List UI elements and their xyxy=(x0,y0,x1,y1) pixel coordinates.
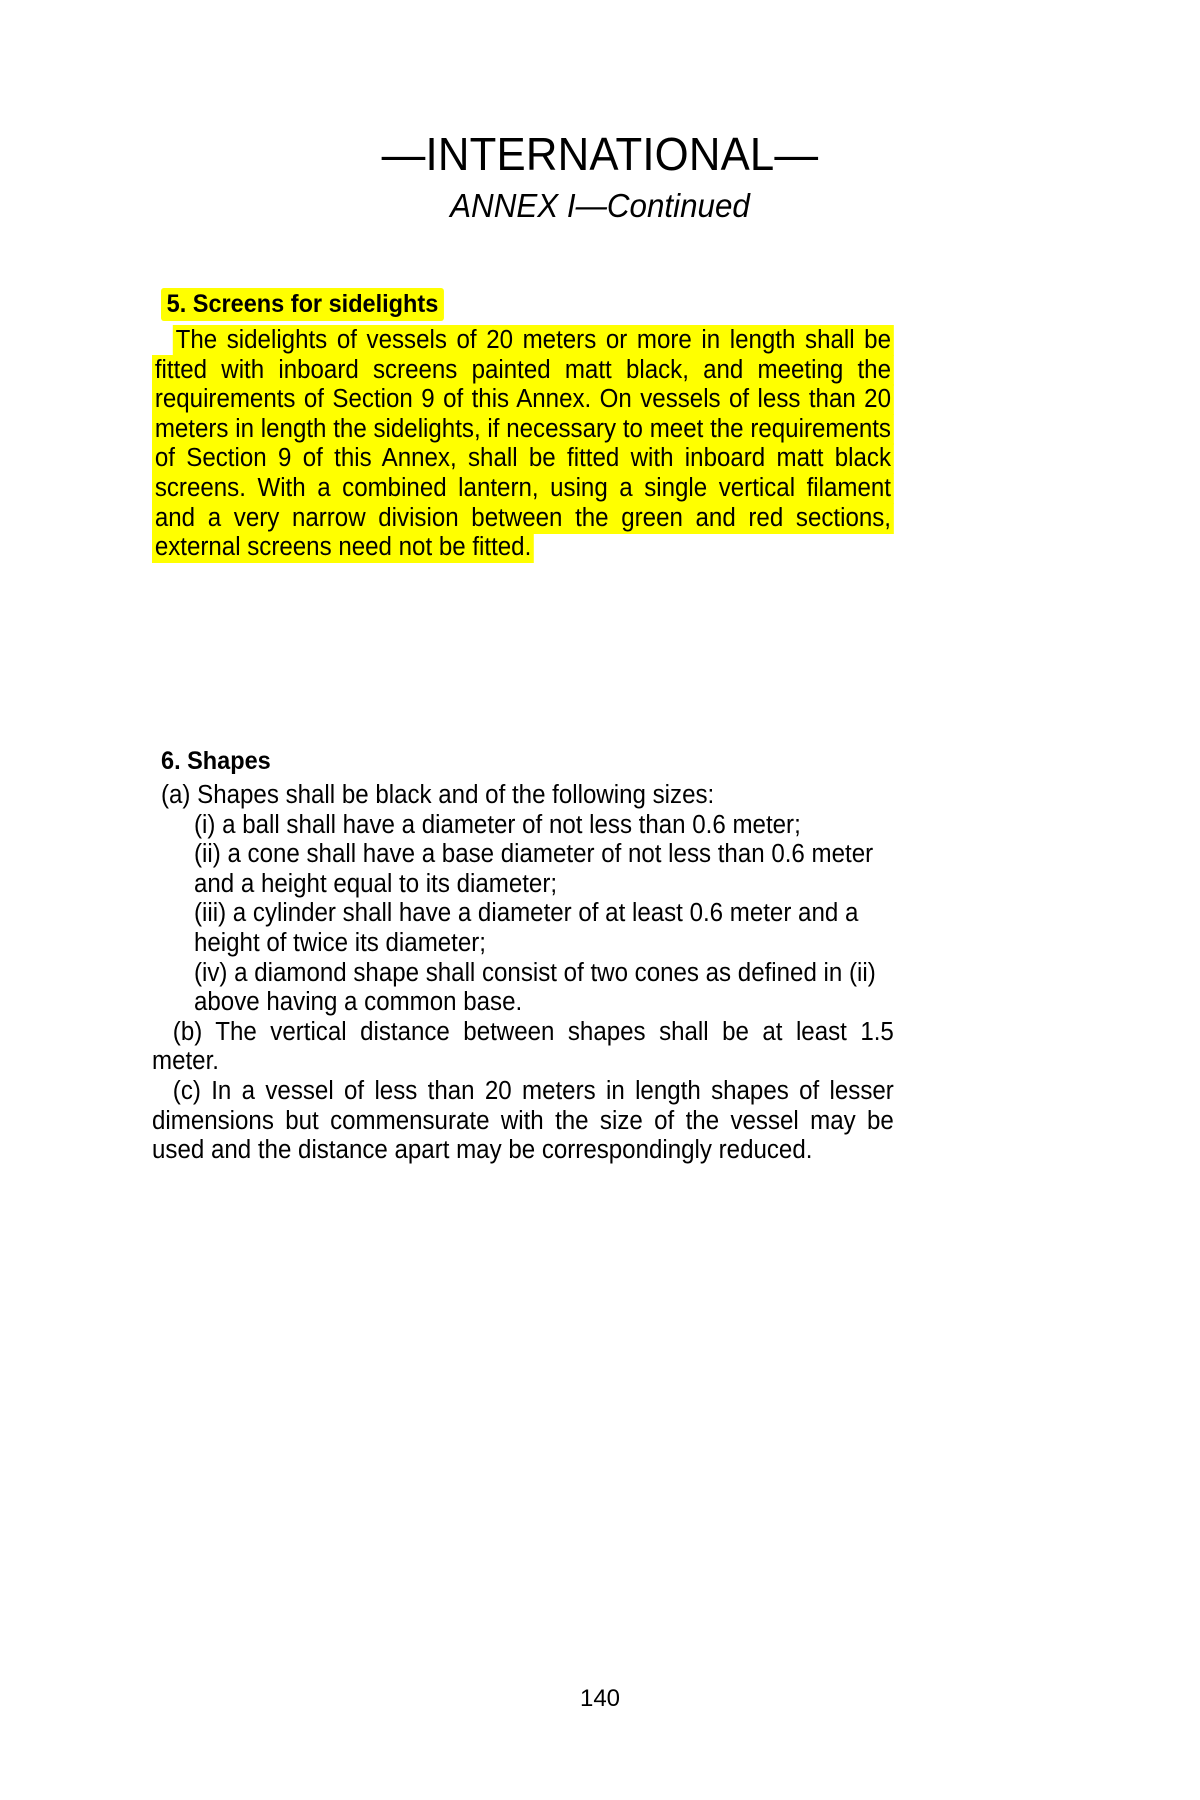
section-6-item-b-wrap xyxy=(152,1018,894,1077)
list-item: (ii) a cone shall have a base diameter of not less than 0.6 meter and a height equal to its diameter; xyxy=(194,840,874,898)
section-5-heading: 5. Screens for sidelights xyxy=(161,288,444,321)
section-6-item-b: (b) The vertical distance between shapes shall be at least 1.5 meter. xyxy=(152,1017,894,1076)
list-item: (iii) a cylinder shall have a diameter of at least 0.6 meter and a height of twice its diameter; xyxy=(194,899,859,957)
section-6-item-c: (c) In a vessel of less than 20 meters in length shapes of lesser dimensions but commensurate with the size of the vessel may be used and the distance apart may be correspondingly reduced. xyxy=(152,1076,894,1165)
list-item: (iv) a diamond shape shall consist of two cones as defined in (ii) above having a common base. xyxy=(194,958,876,1017)
page-number: 140 xyxy=(579,1685,621,1712)
section-5-paragraph: The sidelights of vessels of 20 meters or more in length shall be fitted with inboard screens painted matt black, and meeting the requirements of Section 9 of this Annex. On vessels of less than 20 meters in length the sidelights, if necessary to meet the requirements of Section 9 of this Annex, shall be fitted with inboard matt black screens. With a combined lantern, using a single vertical filament and a very narrow division between the green and red sections, external screens need not be fitted. xyxy=(152,325,894,563)
page-subtitle: ANNEX I—Continued xyxy=(450,187,750,224)
section-6-heading: 6. Shapes xyxy=(161,747,271,775)
section-6-item-a-lead: (a) Shapes shall be black and of the following sizes: xyxy=(161,781,715,809)
section-5-paragraph-wrap xyxy=(152,326,894,563)
list-item: (i) a ball shall have a diameter of not less than 0.6 meter; xyxy=(194,810,801,839)
page-title: —INTERNATIONAL— xyxy=(381,128,819,180)
section-6-sub-list xyxy=(152,811,894,1018)
section-shapes xyxy=(152,745,894,1166)
section-screens-for-sidelights xyxy=(152,288,894,563)
section-5-heading-wrap xyxy=(161,288,444,320)
section-6-item-c-wrap xyxy=(152,1077,894,1166)
page-header xyxy=(0,0,1200,226)
